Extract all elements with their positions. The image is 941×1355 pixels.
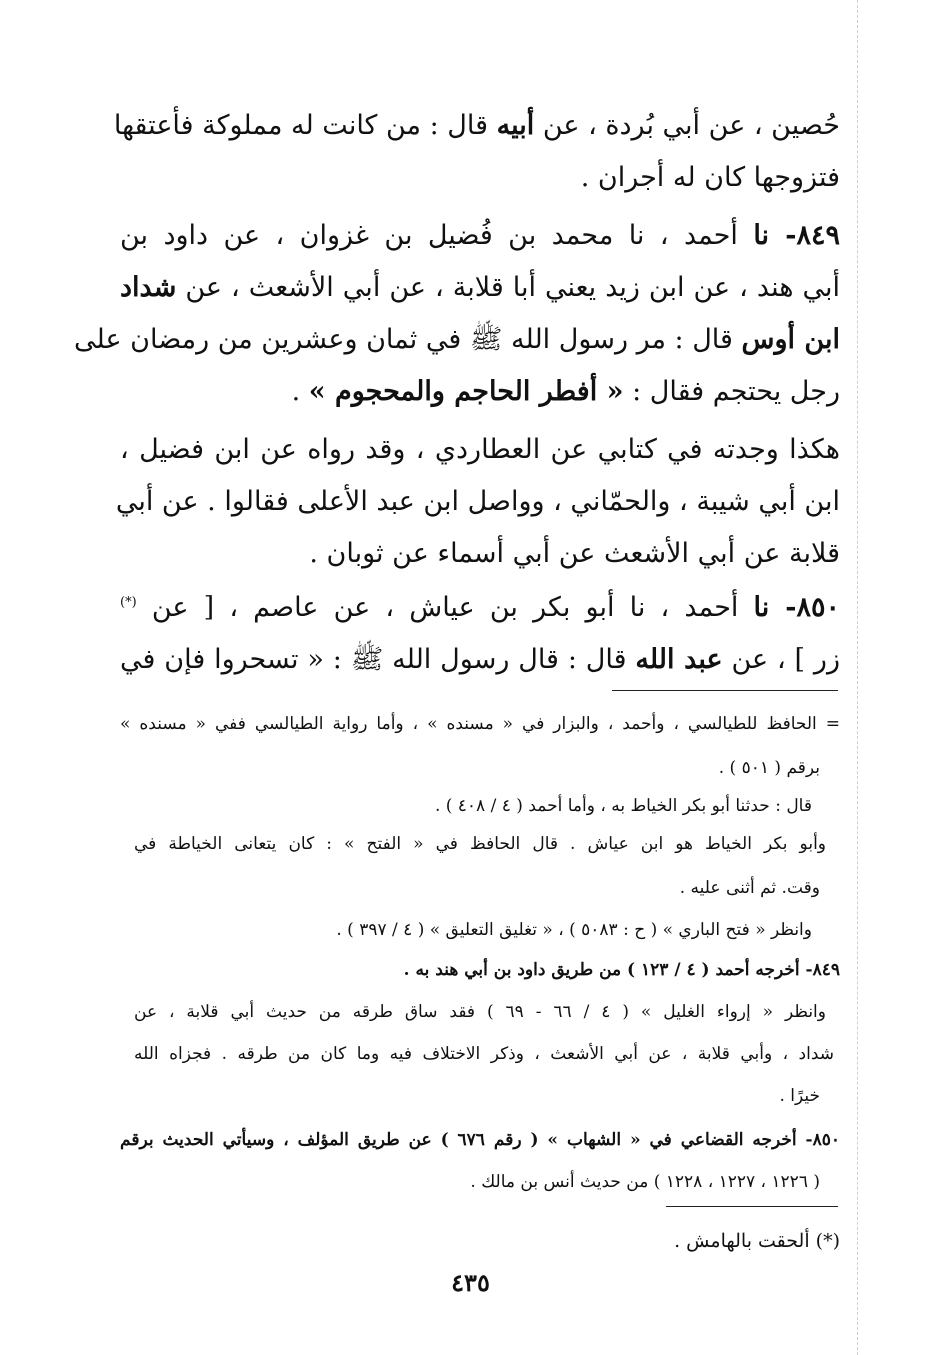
footnote-marker: (*) (120, 595, 137, 610)
footnote-849: ٨٤٩- أخرجه أحمد ( ٤ / ١٢٣ ) من طريق داود بن أبي هند به . (403, 960, 840, 980)
bold-phrase: شداد (120, 272, 177, 303)
page-number: ٤٣٥ (451, 1268, 490, 1297)
scan-edge-line (857, 0, 858, 1355)
footnote-850: ٨٥٠- أخرجه القضاعي في « الشهاب » ( رقم ٦٧٦ ) عن طريق المؤلف ، وسيأتي الحديث برقم (120, 1130, 841, 1150)
footnote-separator (612, 690, 838, 691)
main-line-11: زر ] ، عن عبد الله قال : قال رسول الله ﷺ : « تسحروا فإن في (120, 644, 840, 675)
bold-phrase: « أفطر الحاجم والمحجوم » (308, 376, 624, 407)
main-line-9: قلابة عن أبي الأشعث عن أبي أسماء عن ثوبان . (309, 538, 840, 569)
main-line-6: رجل يحتجم فقال : « أفطر الحاجم والمحجوم » . (291, 376, 840, 407)
main-line-1: حُصين ، عن أبي بُردة ، عن أبيه قال : من كانت له مملوكة فأعتقها (113, 110, 840, 141)
main-line-2: فتزوجها كان له أجران . (580, 162, 840, 193)
footnote-line-9: شداد ، وأبي قلابة ، عن أبي الأشعث ، وذكر الاختلاف فيه وما كان من طرقه . فجزاه الله (134, 1044, 834, 1064)
footnote-line-12: ( ١٢٢٦ ، ١٢٢٧ ، ١٢٢٨ ) من حديث أنس بن مالك . (470, 1172, 820, 1192)
main-line-8: ابن أبي شيبة ، والحمّاني ، وواصل ابن عبد الأعلى فقالوا . عن أبي (115, 486, 840, 517)
bold-phrase: عبد الله (635, 644, 723, 675)
main-line-3: ٨٤٩- نا أحمد ، نا محمد بن فُضيل بن غزوان ، عن داود بن (120, 220, 840, 251)
marginal-note: (*) ألحقت بالهامش . (674, 1230, 840, 1252)
main-line-4: أبي هند ، عن ابن زيد يعني أبا قلابة ، عن أبي الأشعث ، عن شداد (120, 272, 840, 303)
note-separator (666, 1206, 838, 1207)
main-line-10: ٨٥٠- نا أحمد ، نا أبو بكر بن عياش ، عن عاصم ، [ عن (*) (120, 592, 840, 623)
bold-phrase: أبيه (496, 110, 535, 141)
footnote-line-3: قال : حدثنا أبو بكر الخياط به ، وأما أحمد ( ٤ / ٤٠٨ ) . (434, 796, 812, 816)
main-line-5: ابن أوس قال : مر رسول الله ﷺ في ثمان وعشرين من رمضان على (74, 324, 840, 355)
bold-phrase: ابن أوس (741, 324, 840, 355)
footnote-line-1: = الحافظ للطيالسي ، وأحمد ، والبزار في « مسنده » ، وأما رواية الطيالسي ففي « مسنده » (120, 714, 840, 734)
bold-phrase: ٨٤٩- نا (753, 220, 840, 251)
footnote-line-5: وقت. ثم أثنى عليه . (679, 878, 820, 898)
footnote-line-10: خيرًا . (779, 1086, 820, 1106)
main-line-7: هكذا وجدته في كتابي عن العطاردي ، وقد رواه عن ابن فضيل ، (120, 434, 840, 465)
footnote-line-8: وانظر « إرواء الغليل » ( ٤ / ٦٦ - ٦٩ ) فقد ساق طرقه من حديث أبي قلابة ، عن (134, 1002, 826, 1022)
footnote-line-6: وانظر « فتح الباري » ( ح : ٥٠٨٣ ) ، « تغليق التعليق » ( ٤ / ٣٩٧ ) . (336, 920, 812, 940)
bold-phrase: ٨٥٠- نا (753, 592, 840, 623)
footnote-line-4: وأبو بكر الخياط هو ابن عياش . قال الحافظ في « الفتح » : كان يتعانى الخياطة في (134, 834, 826, 854)
footnote-line-2: برقم ( ٥٠١ ) . (718, 758, 820, 778)
